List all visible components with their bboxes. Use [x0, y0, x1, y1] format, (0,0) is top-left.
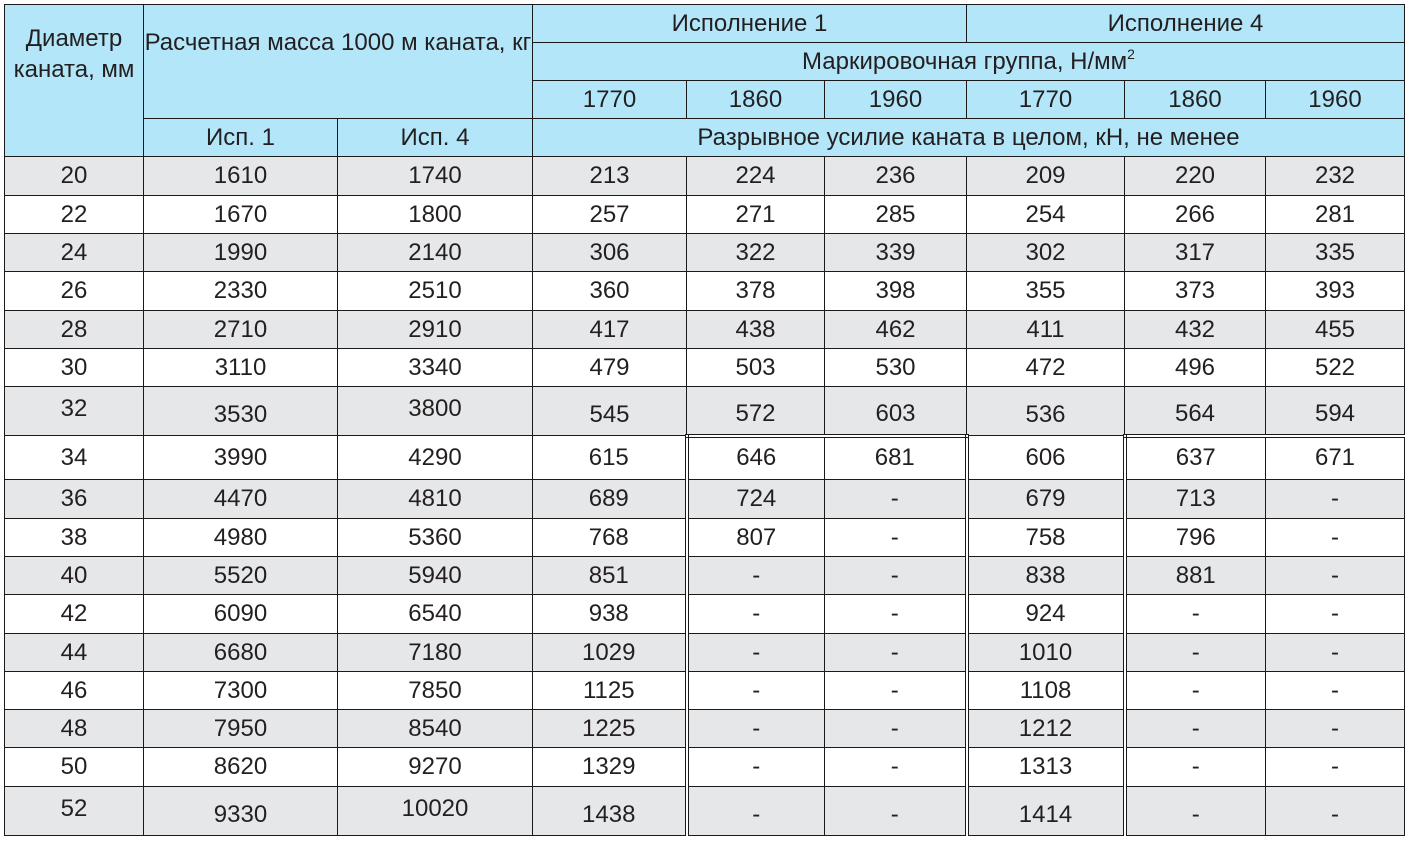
- table-cell: 266: [1125, 196, 1266, 234]
- table-cell: -: [1266, 480, 1405, 519]
- table-row: [5, 748, 1405, 787]
- table-cell: 1670: [144, 196, 338, 234]
- table-cell: 9270: [338, 748, 533, 787]
- table-cell: 1313: [967, 748, 1125, 787]
- table-cell: 838: [967, 557, 1125, 595]
- table-row: [5, 595, 1405, 634]
- header-marking-group-sup: 2: [1127, 45, 1135, 62]
- header-grade-isp4-1960: 1960: [1266, 81, 1405, 119]
- table-cell: 681: [825, 436, 967, 480]
- table-cell: -: [825, 672, 967, 710]
- table-cell: -: [1266, 748, 1405, 787]
- table-row: [5, 710, 1405, 748]
- table-cell: 378: [687, 272, 825, 311]
- table-cell: 679: [967, 480, 1125, 519]
- table-cell: -: [825, 634, 967, 672]
- table-cell: 373: [1125, 272, 1266, 311]
- table-row: [5, 480, 1405, 519]
- table-cell: 302: [967, 234, 1125, 272]
- table-cell: 398: [825, 272, 967, 311]
- table-cell: -: [825, 710, 967, 748]
- table-cell: 603: [825, 387, 967, 436]
- table-cell: 1212: [967, 710, 1125, 748]
- table-cell: -: [825, 748, 967, 787]
- header-mass: Расчетная масса 1000 м каната, кг: [144, 5, 533, 119]
- table-cell: 438: [687, 311, 825, 349]
- header-marking-group-text: Маркировочная группа, Н/мм: [802, 47, 1128, 75]
- table-cell: 8540: [338, 710, 533, 748]
- table-cell: -: [1125, 634, 1266, 672]
- header-isp4-group: Исполнение 4: [967, 5, 1405, 43]
- table-cell: 1800: [338, 196, 533, 234]
- table-cell: -: [1266, 595, 1405, 634]
- table-cell: -: [687, 595, 825, 634]
- header-marking-group: [533, 43, 1405, 81]
- table-cell: 545: [533, 387, 687, 436]
- table-cell: 355: [967, 272, 1125, 311]
- table-cell: 339: [825, 234, 967, 272]
- table-cell: 317: [1125, 234, 1266, 272]
- table-cell: -: [1125, 787, 1266, 836]
- table-cell: 50: [5, 748, 144, 787]
- table-cell: 5360: [338, 519, 533, 557]
- table-cell: 432: [1125, 311, 1266, 349]
- table-cell: 7300: [144, 672, 338, 710]
- table-cell: 322: [687, 234, 825, 272]
- table-row: [5, 234, 1405, 272]
- table-cell: -: [1266, 634, 1405, 672]
- table-cell: 758: [967, 519, 1125, 557]
- header-grade-isp4-1860: 1860: [1125, 81, 1266, 119]
- table-cell: 46: [5, 672, 144, 710]
- table-cell: 254: [967, 196, 1125, 234]
- table-cell: 4470: [144, 480, 338, 519]
- table-cell: 38: [5, 519, 144, 557]
- header-grade-isp4-1770: 1770: [967, 81, 1125, 119]
- table-cell: -: [687, 748, 825, 787]
- table-cell: -: [687, 557, 825, 595]
- table-cell: 26: [5, 272, 144, 311]
- table-row: [5, 157, 1405, 196]
- table-cell: 4810: [338, 480, 533, 519]
- table-cell: 689: [533, 480, 687, 519]
- table-row: [5, 196, 1405, 234]
- table-cell: 30: [5, 349, 144, 387]
- table-cell: 3110: [144, 349, 338, 387]
- table-cell: 615: [533, 436, 687, 480]
- table-cell: 713: [1125, 480, 1266, 519]
- table-cell: 360: [533, 272, 687, 311]
- table-cell: 393: [1266, 272, 1405, 311]
- table-cell: 807: [687, 519, 825, 557]
- table-row: [5, 519, 1405, 557]
- table-cell: 306: [533, 234, 687, 272]
- table-row: [5, 387, 1405, 436]
- table-cell: 411: [967, 311, 1125, 349]
- table-body: [5, 157, 1405, 836]
- table-cell: 5520: [144, 557, 338, 595]
- table-cell: 522: [1266, 349, 1405, 387]
- table-cell: 44: [5, 634, 144, 672]
- table-cell: 503: [687, 349, 825, 387]
- table-cell: 34: [5, 436, 144, 480]
- table-cell: -: [1125, 748, 1266, 787]
- table-cell: 530: [825, 349, 967, 387]
- table-cell: -: [687, 672, 825, 710]
- table-cell: 564: [1125, 387, 1266, 436]
- table-cell: -: [687, 710, 825, 748]
- table-cell: 1438: [533, 787, 687, 836]
- table-cell: 7850: [338, 672, 533, 710]
- table-cell: 36: [5, 480, 144, 519]
- table-cell: 938: [533, 595, 687, 634]
- table-row: [5, 272, 1405, 311]
- table-cell: 1990: [144, 234, 338, 272]
- table-cell: 646: [687, 436, 825, 480]
- table-cell: 572: [687, 387, 825, 436]
- table-cell: 1029: [533, 634, 687, 672]
- table-cell: 2910: [338, 311, 533, 349]
- table-cell: -: [825, 480, 967, 519]
- table-cell: 1610: [144, 157, 338, 196]
- rope-specification-table: [4, 4, 1405, 836]
- table-row: [5, 436, 1405, 480]
- table-cell: 22: [5, 196, 144, 234]
- header-breaking-force: Разрывное усилие каната в целом, кН, не менее: [533, 119, 1405, 157]
- table-cell: 462: [825, 311, 967, 349]
- table-cell: 606: [967, 436, 1125, 480]
- table-cell: 3800: [338, 387, 533, 436]
- table-cell: 10020: [338, 787, 533, 836]
- table-cell: 1414: [967, 787, 1125, 836]
- table-row: [5, 557, 1405, 595]
- table-cell: 536: [967, 387, 1125, 436]
- table-cell: 40: [5, 557, 144, 595]
- header-grade-isp1-1860: 1860: [687, 81, 825, 119]
- table-cell: 1225: [533, 710, 687, 748]
- header-grade-isp1-1770: 1770: [533, 81, 687, 119]
- table-cell: 48: [5, 710, 144, 748]
- table-cell: 1329: [533, 748, 687, 787]
- table-row: [5, 311, 1405, 349]
- header-mass-isp1: Исп. 1: [144, 119, 338, 157]
- table-cell: -: [1266, 710, 1405, 748]
- table-cell: 2140: [338, 234, 533, 272]
- table-cell: 768: [533, 519, 687, 557]
- table-cell: 2330: [144, 272, 338, 311]
- table-cell: 232: [1266, 157, 1405, 196]
- table-cell: 2710: [144, 311, 338, 349]
- table-cell: -: [687, 787, 825, 836]
- table-cell: -: [825, 595, 967, 634]
- table-cell: 455: [1266, 311, 1405, 349]
- table-cell: -: [825, 519, 967, 557]
- header-grade-isp1-1960: 1960: [825, 81, 967, 119]
- table-cell: -: [1125, 672, 1266, 710]
- table-cell: 271: [687, 196, 825, 234]
- header-diameter: Диаметр каната, мм: [5, 5, 144, 157]
- table-cell: 1125: [533, 672, 687, 710]
- table-cell: 924: [967, 595, 1125, 634]
- table-cell: 851: [533, 557, 687, 595]
- table-cell: 3530: [144, 387, 338, 436]
- table-cell: 28: [5, 311, 144, 349]
- table-cell: 417: [533, 311, 687, 349]
- table-cell: 9330: [144, 787, 338, 836]
- table-cell: 479: [533, 349, 687, 387]
- table-cell: 7950: [144, 710, 338, 748]
- table-row: [5, 349, 1405, 387]
- table-cell: 724: [687, 480, 825, 519]
- table-cell: 2510: [338, 272, 533, 311]
- table-cell: 594: [1266, 387, 1405, 436]
- table-cell: 32: [5, 387, 144, 436]
- table-cell: 236: [825, 157, 967, 196]
- table-cell: 52: [5, 787, 144, 836]
- table-cell: 1010: [967, 634, 1125, 672]
- table-cell: -: [1125, 595, 1266, 634]
- table-cell: 472: [967, 349, 1125, 387]
- table-cell: 6680: [144, 634, 338, 672]
- table-cell: -: [1266, 787, 1405, 836]
- table-cell: 881: [1125, 557, 1266, 595]
- table-cell: 3990: [144, 436, 338, 480]
- table-cell: 5940: [338, 557, 533, 595]
- table-cell: -: [1266, 672, 1405, 710]
- table-cell: 8620: [144, 748, 338, 787]
- table-cell: 6540: [338, 595, 533, 634]
- table-row: [5, 672, 1405, 710]
- table-cell: -: [687, 634, 825, 672]
- table-row: [5, 634, 1405, 672]
- table-cell: -: [1266, 519, 1405, 557]
- table-cell: 4980: [144, 519, 338, 557]
- table-cell: 7180: [338, 634, 533, 672]
- table-cell: 209: [967, 157, 1125, 196]
- table-cell: -: [825, 557, 967, 595]
- table-cell: 671: [1266, 436, 1405, 480]
- table-cell: 224: [687, 157, 825, 196]
- table-cell: 6090: [144, 595, 338, 634]
- table-cell: 637: [1125, 436, 1266, 480]
- table-cell: 3340: [338, 349, 533, 387]
- table-cell: 257: [533, 196, 687, 234]
- table-cell: 796: [1125, 519, 1266, 557]
- table-cell: 42: [5, 595, 144, 634]
- table-cell: 285: [825, 196, 967, 234]
- table-cell: 220: [1125, 157, 1266, 196]
- table-cell: -: [1125, 710, 1266, 748]
- table-cell: 1740: [338, 157, 533, 196]
- table-cell: 213: [533, 157, 687, 196]
- table-row: [5, 787, 1405, 836]
- table-cell: 24: [5, 234, 144, 272]
- table-cell: 496: [1125, 349, 1266, 387]
- table-cell: 335: [1266, 234, 1405, 272]
- header-isp1-group: Исполнение 1: [533, 5, 967, 43]
- table-cell: 1108: [967, 672, 1125, 710]
- rope-table-container: [4, 4, 1405, 836]
- table-cell: 281: [1266, 196, 1405, 234]
- header-mass-isp4: Исп. 4: [338, 119, 533, 157]
- table-cell: 4290: [338, 436, 533, 480]
- table-cell: -: [825, 787, 967, 836]
- table-cell: 20: [5, 157, 144, 196]
- table-cell: -: [1266, 557, 1405, 595]
